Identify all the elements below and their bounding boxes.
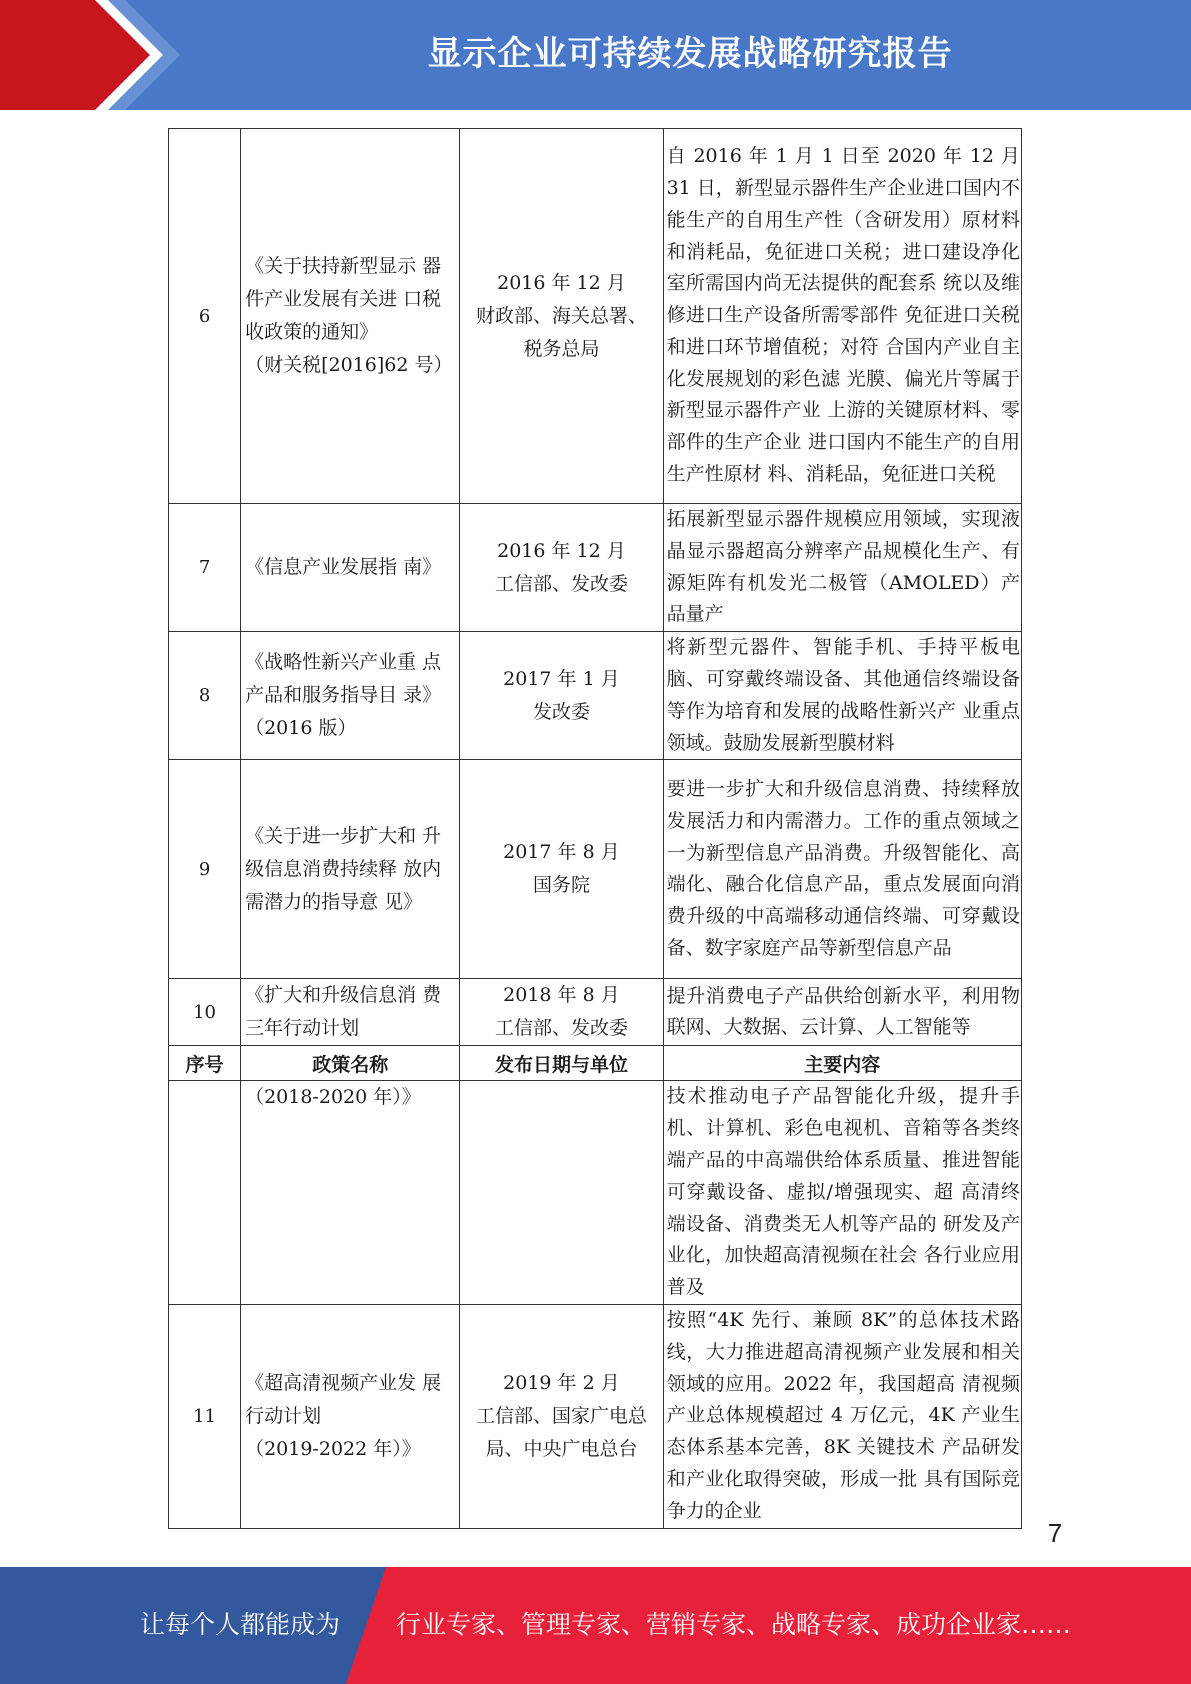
report-title: 显示企业可持续发展战略研究报告 xyxy=(427,34,953,74)
policy-table xyxy=(168,128,1022,1529)
main-content: 将新型元器件、智能手机、手持平板电脑、可穿戴终端设备、其他通信终端设备等作为培育和发展的战略性新兴产 业重点领域。鼓励发展新型膜材料 xyxy=(663,632,1021,760)
release-date-unit: 2018 年 8 月 工信部、发改委 xyxy=(460,979,663,1046)
table-row xyxy=(169,979,1022,1046)
row-number: 10 xyxy=(169,979,241,1046)
row-number: 7 xyxy=(169,504,241,632)
table-row-continuation xyxy=(169,1081,1022,1305)
policy-name: （2018-2020 年）》 xyxy=(241,1081,460,1305)
column-header: 发布日期与单位 xyxy=(460,1046,663,1081)
release-date-unit: 2017 年 8 月 国务院 xyxy=(460,760,663,979)
main-content: 要进一步扩大和升级信息消费、持续释放发展活力和内需潜力。工作的重点领域之一为新型信息产品消费。升级智能化、高端化、融合化信息产品，重点发展面向消费升级的中高端移动通信终端、可穿戴设备、数字家庭产品等新型信息产品 xyxy=(663,760,1021,979)
row-number: 9 xyxy=(169,760,241,979)
page-header xyxy=(0,0,1191,110)
row-number: 6 xyxy=(169,129,241,504)
column-header: 政策名称 xyxy=(241,1046,460,1081)
main-content: 提升消费电子产品供给创新水平，利用物联网、大数据、云计算、人工智能等 xyxy=(663,979,1021,1046)
table-row xyxy=(169,129,1022,504)
policy-name: 《扩大和升级信息消 费三年行动计划 xyxy=(241,979,460,1046)
main-content: 自 2016 年 1 月 1 日至 2020 年 12 月 31 日，新型显示器件生产企业进口国内不能生产的自用生产性（含研发用）原材料和消耗品，免征进口关税；进口建设净化室所需国内尚无法提供的配套系 统以及维修进口生产设备所需零部件 免征进口关税和进口环节增值税；对符 合国内产业自主化发展规划的彩色滤 光膜、偏光片等属于新型显示器件产业 上游的关键原材料、零部件的生产企业 进口国内不能生产的自用生产性原材 料、消耗品，免征进口关税 xyxy=(663,129,1021,504)
footer-slogan-left: 让每个人都能成为 xyxy=(140,1610,341,1639)
release-date-unit xyxy=(460,1081,663,1305)
row-number: 8 xyxy=(169,632,241,760)
table-row xyxy=(169,1304,1022,1528)
column-header: 序号 xyxy=(169,1046,241,1081)
release-date-unit: 2016 年 12 月 财政部、海关总署、 税务总局 xyxy=(460,129,663,504)
table-row xyxy=(169,504,1022,632)
row-number: 11 xyxy=(169,1304,241,1528)
footer-slogan-right: 行业专家、管理专家、营销专家、战略专家、成功企业家…… xyxy=(396,1610,1072,1639)
release-date-unit: 2017 年 1 月 发改委 xyxy=(460,632,663,760)
release-date-unit: 2016 年 12 月 工信部、发改委 xyxy=(460,504,663,632)
page-footer xyxy=(0,1567,1191,1684)
row-number xyxy=(169,1081,241,1305)
main-content: 拓展新型显示器件规模应用领域，实现液晶显示器超高分辨率产品规模化生产、有源矩阵有机发光二极管（AMOLED）产品量产 xyxy=(663,504,1021,632)
page-number: 7 xyxy=(1047,1518,1063,1548)
policy-name: 《超高清视频产业发 展行动计划 （2019-2022 年）》 xyxy=(241,1304,460,1528)
main-content: 技术推动电子产品智能化升级，提升手机、计算机、彩色电视机、音箱等各类终端产品的中高端供给体系质量、推进智能可穿戴设备、虚拟/增强现实、超 高清终端设备、消费类无人机等产品的 研发及产业化，加快超高清视频在社会 各行业应用普及 xyxy=(663,1081,1021,1305)
main-content: 按照“4K 先行、兼顾 8K”的总体技术路线，大力推进超高清视频产业发展和相关领域的应用。2022 年，我国超高 清视频产业总体规模超过 4 万亿元，4K 产业生态体系基本完善，8K 关键技术 产品研发和产业化取得突破，形成一批 具有国际竞争力的企业 xyxy=(663,1304,1021,1528)
release-date-unit: 2019 年 2 月 工信部、国家广电总 局、中央广电总台 xyxy=(460,1304,663,1528)
column-header: 主要内容 xyxy=(663,1046,1021,1081)
table-row xyxy=(169,760,1022,979)
policy-name: 《战略性新兴产业重 点产品和服务指导目 录》 （2016 版） xyxy=(241,632,460,760)
policy-name: 《信息产业发展指 南》 xyxy=(241,504,460,632)
table-header-row xyxy=(169,1046,1022,1081)
table-row xyxy=(169,632,1022,760)
policy-name: 《关于扶持新型显示 器件产业发展有关进 口税收政策的通知》 （财关税[2016]62 号） xyxy=(241,129,460,504)
policy-name: 《关于进一步扩大和 升级信息消费持续释 放内需潜力的指导意 见》 xyxy=(241,760,460,979)
